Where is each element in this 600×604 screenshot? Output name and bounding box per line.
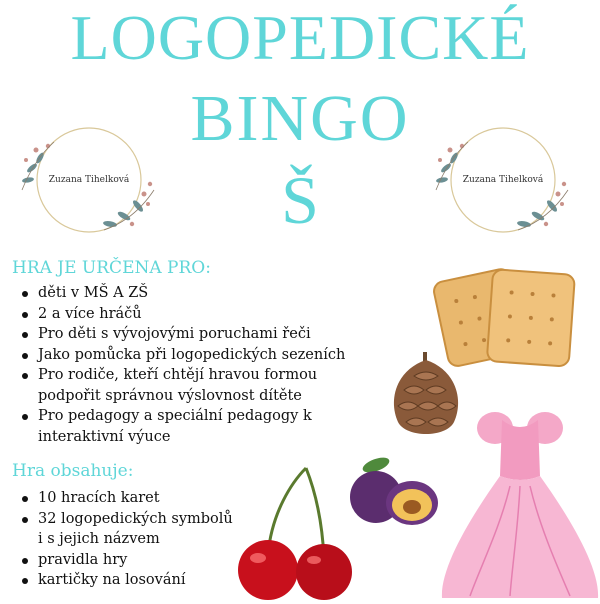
wreath-logo-left bbox=[14, 120, 164, 240]
list-item: 32 logopedických symbolů bbox=[16, 509, 233, 530]
list-item: pravidla hry bbox=[16, 550, 233, 571]
list-item: Pro děti s vývojovými poruchami řeči bbox=[16, 324, 345, 345]
list-item: Pro rodiče, kteří chtějí hravou formou bbox=[16, 365, 345, 386]
list-item: kartičky na losování bbox=[16, 570, 233, 591]
list-item: děti v MŠ A ZŠ bbox=[16, 283, 345, 304]
list-item: Pro pedagogy a speciální pedagogy k bbox=[16, 406, 345, 427]
contents-list bbox=[16, 488, 233, 591]
cherry-icon bbox=[232, 462, 362, 600]
list-item: 10 hracích karet bbox=[16, 488, 233, 509]
intended-for-heading: HRA JE URČENA PRO: bbox=[12, 258, 211, 278]
intended-for-list bbox=[16, 283, 345, 447]
list-item: Jako pomůcka při logopedických sezeních bbox=[16, 345, 345, 366]
dress-icon bbox=[440, 398, 600, 600]
author-name-right: Zuzana Tihelková bbox=[462, 175, 544, 185]
list-item-continuation: interaktivní výuce bbox=[38, 428, 171, 445]
author-name-left: Zuzana Tihelková bbox=[48, 175, 130, 185]
contents-heading: Hra obsahuje: bbox=[12, 461, 134, 481]
title-line-2: BINGO bbox=[190, 82, 410, 155]
title-line-1: LOGOPEDICKÉ bbox=[70, 2, 530, 73]
title-line-3: Š bbox=[281, 162, 319, 238]
list-item-continuation: i s jejich názvem bbox=[38, 531, 160, 547]
list-item: 2 a více hráčů bbox=[16, 304, 345, 325]
wreath-logo-right bbox=[428, 120, 578, 240]
list-item-continuation: podpořit správnou výslovnost dítěte bbox=[38, 387, 302, 404]
cherry-illustration bbox=[232, 462, 362, 600]
dress-illustration bbox=[440, 398, 600, 600]
